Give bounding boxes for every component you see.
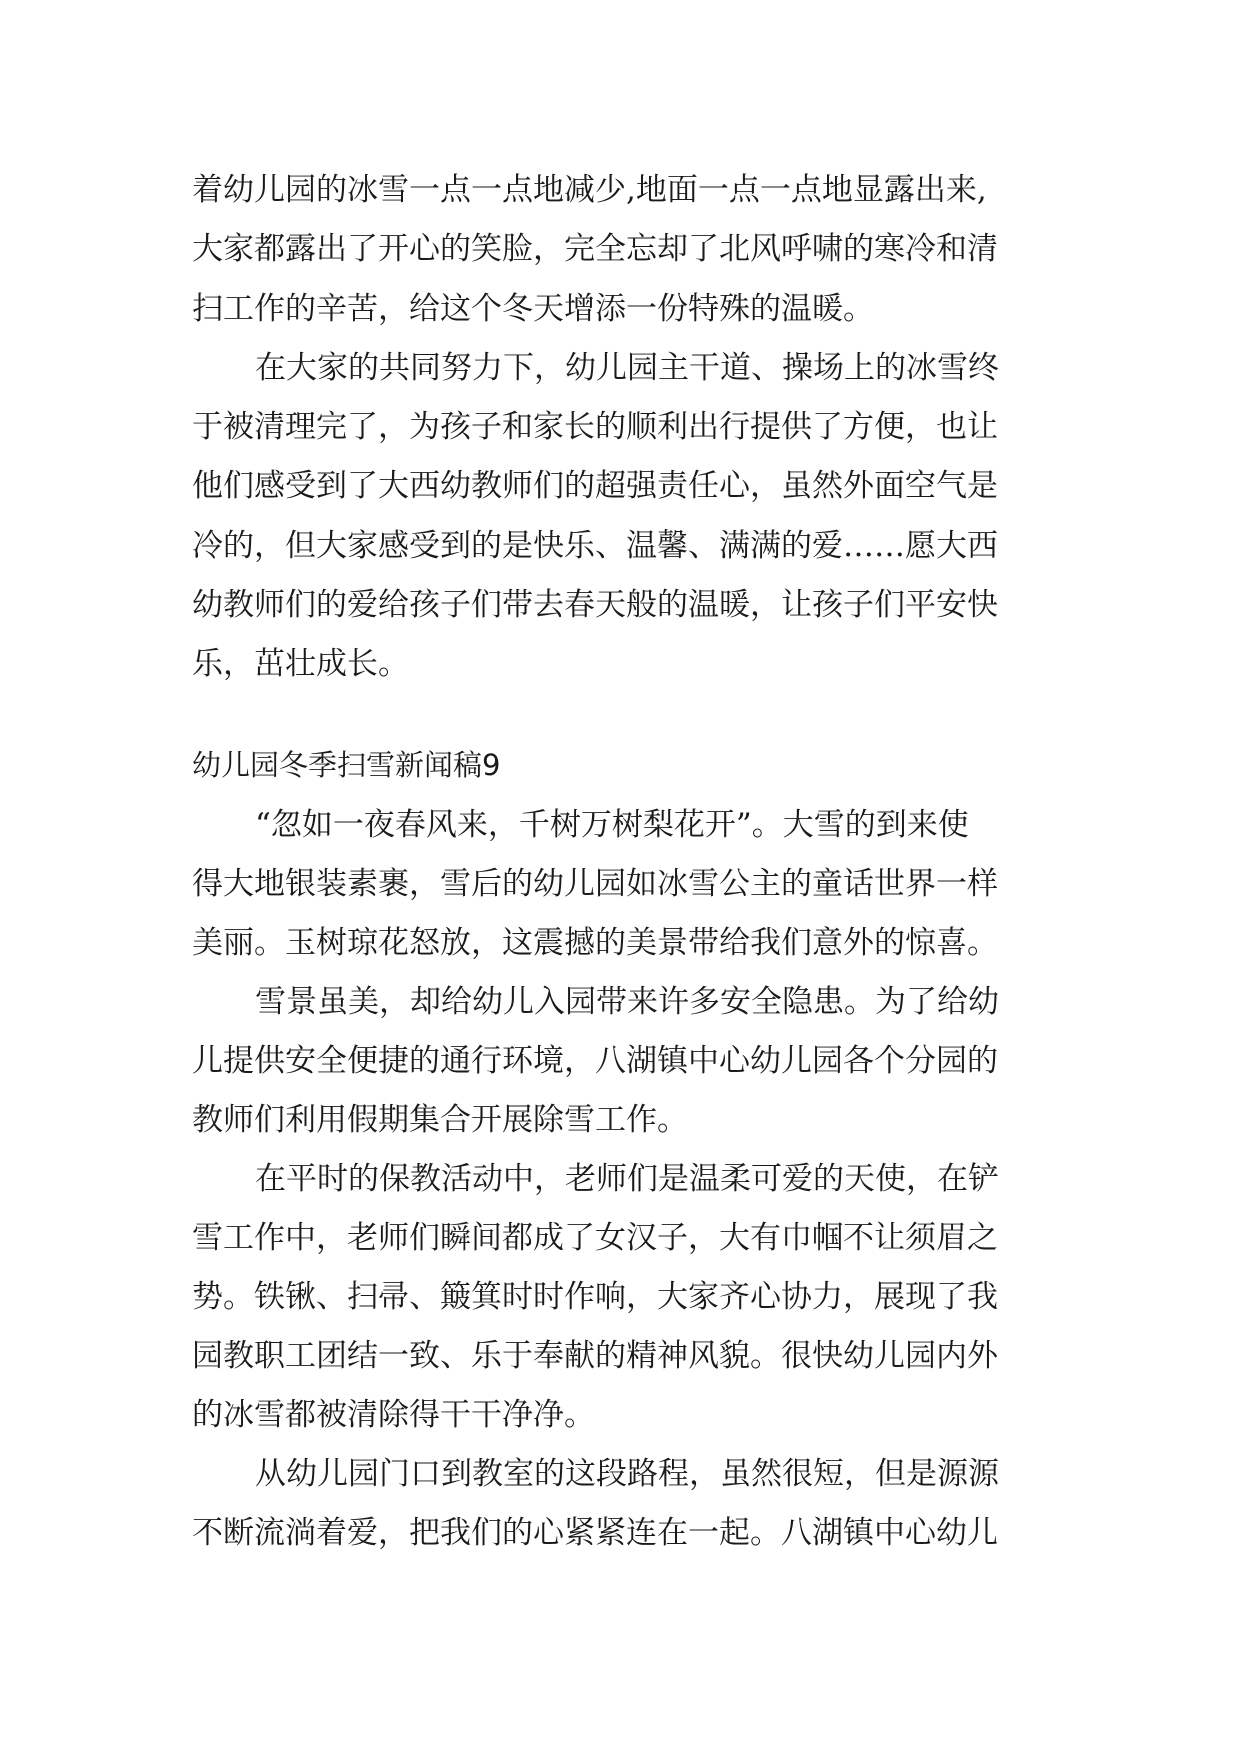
paragraph-line: 大家都露出了开心的笑脸，完全忘却了北风呼啸的寒冷和清 bbox=[192, 231, 998, 267]
paragraph-line: 冷的，但大家感受到的是快乐、温馨、满满的爱……愿大西 bbox=[192, 528, 998, 564]
paragraph-line: 着幼儿园的冰雪一点一点地减少,地面一点一点地显露出来, bbox=[192, 172, 987, 208]
paragraph-line: 扫工作的辛苦，给这个冬天增添一份特殊的温暖。 bbox=[192, 291, 874, 327]
paragraph-line: 乐，茁壮成长。 bbox=[192, 646, 409, 682]
paragraph-line: 于被清理完了，为孩子和家长的顺利出行提供了方便，也让 bbox=[192, 409, 998, 445]
paragraph-line: 的冰雪都被清除得干干净净。 bbox=[192, 1397, 595, 1433]
paragraph-line: 园教职工团结一致、乐于奉献的精神风貌。很快幼儿园内外 bbox=[192, 1338, 998, 1374]
paragraph-line: 势。铁锹、扫帚、簸箕时时作响，大家齐心协力，展现了我 bbox=[192, 1279, 998, 1315]
paragraph-line: 得大地银装素裹，雪后的幼儿园如冰雪公主的童话世界一样 bbox=[192, 866, 998, 902]
paragraph-line: “忽如一夜春风来，千树万树梨花开”。大雪的到来使 bbox=[255, 807, 969, 843]
section-heading: 幼儿园冬季扫雪新闻稿9 bbox=[192, 748, 501, 782]
paragraph-line: 美丽。玉树琼花怒放，这震撼的美景带给我们意外的惊喜。 bbox=[192, 925, 998, 961]
paragraph-line: 教师们利用假期集合开展除雪工作。 bbox=[192, 1102, 688, 1138]
paragraph-line: 他们感受到了大西幼教师们的超强责任心，虽然外面空气是 bbox=[192, 468, 998, 504]
paragraph-line: 儿提供安全便捷的通行环境，八湖镇中心幼儿园各个分园的 bbox=[192, 1043, 998, 1079]
paragraph-line: 雪工作中，老师们瞬间都成了女汉子，大有巾帼不让须眉之 bbox=[192, 1220, 998, 1256]
paragraph-line: 从幼儿园门口到教室的这段路程，虽然很短，但是源源 bbox=[255, 1456, 999, 1492]
paragraph-line: 雪景虽美，却给幼儿入园带来许多安全隐患。为了给幼 bbox=[255, 984, 999, 1020]
paragraph-line: 不断流淌着爱，把我们的心紧紧连在一起。八湖镇中心幼儿 bbox=[192, 1515, 998, 1551]
paragraph-line: 在大家的共同努力下，幼儿园主干道、操场上的冰雪终 bbox=[255, 350, 999, 386]
paragraph-line: 幼教师们的爱给孩子们带去春天般的温暖，让孩子们平安快 bbox=[192, 587, 998, 623]
paragraph-line: 在平时的保教活动中，老师们是温柔可爱的天使，在铲 bbox=[255, 1161, 999, 1197]
